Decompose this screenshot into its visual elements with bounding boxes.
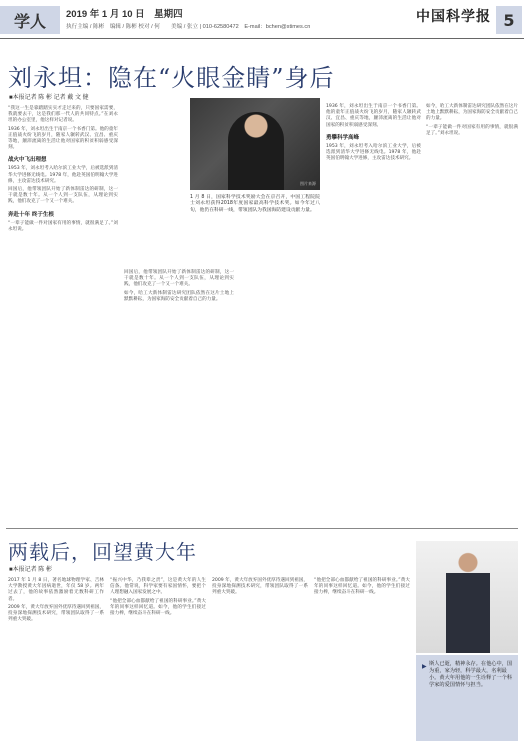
article2-column-3 <box>212 578 308 599</box>
article-divider <box>6 528 518 529</box>
paragraph: “振兴中华，乃我辈之责”，这是黄大年的人生信条。他常说，科学家要有家国情怀，要把个人理想融入国家发展之中。 <box>110 578 206 596</box>
article1-column-2 <box>124 270 234 305</box>
article1-column-3 <box>326 104 421 164</box>
article1-byline: ■本报记者 陈 彬 记者 戴 文 健 <box>9 95 89 101</box>
newspaper-masthead: 中国科学报 <box>416 9 491 25</box>
article2-column-1 <box>8 578 104 625</box>
paragraph: 1953 年，刘永坦考入哈尔滨工业大学，后被选派到清华大学进修无线电。1978 年，他赴英国伯明翰大学进修，主攻雷达技术研究。 <box>326 143 421 162</box>
article1-headline: 刘永坦：隐在“火眼金睛”身后 <box>8 64 335 92</box>
pull-quote: ▶ 斯人已逝，精神永存。在他心中，国为重，家为轻，科学最大，名利最小。黄大年用他的一生诠释了一个科学家的爱国情怀与担当。 <box>416 655 518 741</box>
photo-credit: 图片来源 <box>300 181 316 186</box>
article1-column-1 <box>8 106 118 235</box>
paragraph: 回国后，他带领团队开始了新体制雷达的研制，这一干就是数十年。从一个人到一支队伍，从理论到实践，他们攻克了一个又一个难关。 <box>8 187 118 205</box>
header-rule <box>0 38 524 39</box>
paragraph: 2009 年，黄大年放弃国外优厚待遇回到祖国，投身深地探测技术研究，带领团队取得了一系列重大突破。 <box>212 578 308 596</box>
person-figure <box>446 549 490 653</box>
section-label: 学人 <box>0 6 60 34</box>
article2-byline: ■本报记者 陈 彬 <box>9 567 52 573</box>
issue-date: 2019 年 1 月 10 日 星期四 <box>66 9 183 20</box>
paragraph: 1936 年，刘永坦出生于南京一个书香门第。他的童年正值战火纷飞的岁月，随家人辗转武汉、宜昌、重庆等地，颠沛流离的生活让他对国家的积贫积弱感受深刻。 <box>8 126 118 151</box>
paragraph: 如今，哈工大新体制雷达研究团队依然在这片土地上默默耕耘，为国家海防安全贡献着自己的力量。 <box>426 104 518 122</box>
paragraph: “一辈子能做一件对国家有用的事情，就很满足了。”刘永坦说。 <box>8 220 118 232</box>
article2-column-2 <box>110 578 206 619</box>
article1-subhead: 勇攀科学高峰 <box>326 134 360 141</box>
article1-subhead: 战火中飞出理想 <box>8 157 47 164</box>
paragraph: “他把全部心血都献给了祖国的科研事业。”黄大年的同事这样回忆道。如今，他的学生们接过接力棒，继续奋斗在科研一线。 <box>110 598 206 617</box>
photo-caption: 1 月 8 日，国家科学技术奖励大会在京召开，中国工程院院士刘永坦获得2018年度国家最高科学技术奖。如今年过八旬，他仍在科研一线，带领团队为我国海防建设贡献力量。 <box>190 195 320 213</box>
paragraph: 2017 年 1 月 8 日，著名地球物理学家、吉林大学教授黄大年因病逝世，年仅 58 岁。两年过去了，他的故事依然激励着无数科研工作者。 <box>8 578 104 602</box>
quote-arrow-icon: ▶ <box>422 663 427 670</box>
article2-column-4 <box>314 578 410 599</box>
person-figure <box>228 112 284 190</box>
paragraph: 2009 年，黄大年放弃国外优厚待遇回到祖国，投身深地探测技术研究，带领团队取得了一系列重大突破。 <box>8 604 104 623</box>
portrait-photo-huang-danian <box>416 541 518 653</box>
paragraph: 如今，哈工大新体制雷达研究团队依然在这片土地上默默耕耘，为国家海防安全贡献着自己的力量。 <box>124 290 234 302</box>
paragraph: “一辈子能做一件对国家有用的事情，就很满足了。”刘永坦说。 <box>426 124 518 136</box>
article2-headline: 两载后，回望黄大年 <box>8 540 197 564</box>
article1-column-4 <box>426 104 518 139</box>
article1-subhead: 奔赴十年 终于生根 <box>8 211 54 218</box>
portrait-photo-liu-yongtan <box>190 98 320 190</box>
paragraph: 1953 年，刘永坦考入哈尔滨工业大学，后被选派到清华大学进修无线电。1978 年，他赴英国伯明翰大学进修，主攻雷达技术研究。 <box>8 166 118 184</box>
page-header <box>0 0 524 36</box>
paragraph: 1936 年，刘永坦出生于南京一个书香门第。他的童年正值战火纷飞的岁月，随家人辗转武汉、宜昌、重庆等地，颠沛流离的生活让他对国家的积贫积弱感受深刻。 <box>326 104 421 128</box>
paragraph: 回国后，他带领团队开始了新体制雷达的研制，这一干就是数十年。从一个人到一支队伍，从理论到实践，他们攻克了一个又一个难关。 <box>124 270 234 288</box>
paragraph: “我这一生是靠踏踏实实才走过来的，只要国家需要，我就要去干，这是我们那一代人的共同特点。”在刘永坦的办公室里，他这样对记者说。 <box>8 106 118 124</box>
editor-credits: 执行主编 / 陈彬 编辑 / 陈彬 校对 / 何 美编 / 张立 | 010-62580472 E-mail：bchen@stimes.cn <box>66 24 311 30</box>
paragraph: “他把全部心血都献给了祖国的科研事业。”黄大年的同事这样回忆道。如今，他的学生们接过接力棒，继续奋斗在科研一线。 <box>314 578 410 596</box>
page-number: 5 <box>496 6 522 34</box>
